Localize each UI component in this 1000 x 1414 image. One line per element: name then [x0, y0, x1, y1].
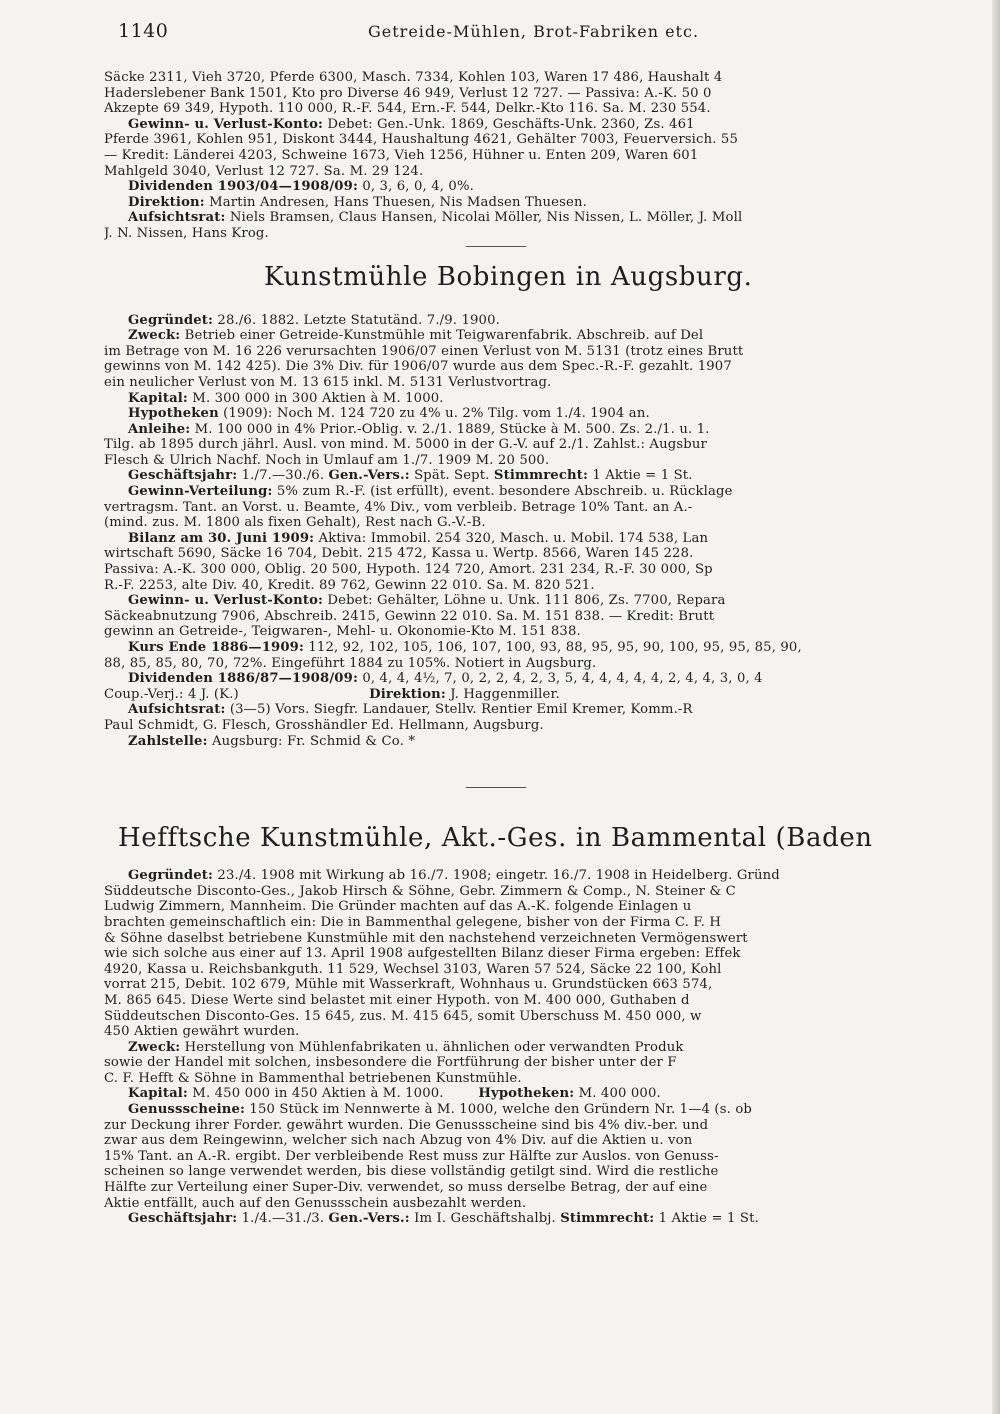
kurs: Kurs Ende 1886—1909: 112, 92, 102, 105, 106, 107, 100, 93, 88, 95, 95, 90, 100, 95, 95, 85, 90, — [128, 640, 802, 655]
field-label: Genussscheine: — [128, 1102, 246, 1118]
coup-direktion: Coup.-Verj.: 4 J. (K.) Direktion: J. Haggenmiller. — [104, 686, 560, 702]
anleihe: Anleihe: M. 100 000 in 4% Prior.-Oblig. v. 2./1. 1889, Stücke à M. 500. Zs. 2./1. u. 1. — [128, 421, 710, 437]
text-line: vertragsm. Tant. an Vorst. u. Beamte, 4% Div., vom verbleib. Betrage 10% Tant. an A.- — [104, 499, 693, 515]
text-line: zur Deckung ihrer Forder. gewährt wurden. Die Genussscheine sind bis 4% div.-ber. und — [104, 1117, 709, 1133]
field-label: Bilanz am 30. Juni 1909: — [128, 530, 315, 546]
text-line: ein neulicher Verlust von M. 13 615 inkl. M. 5131 Verlustvortrag. — [104, 374, 552, 390]
separator-rule — [466, 787, 526, 788]
geschaeftsjahr: Geschäftsjahr: 1./7.—30./6. Gen.-Vers.: Spät. Sept. Stimmrecht: 1 Aktie = 1 St. — [128, 468, 693, 484]
zweck: Zweck: Herstellung von Mühlenfabrikaten u. ähnlichen oder verwandten Produk — [128, 1039, 684, 1055]
text-line: gewinn an Getreide-, Teigwaren-, Mehl- u. Ökonomie-Kto M. 151 838. — [104, 624, 581, 640]
field-label: Zweck: — [128, 1039, 181, 1055]
text-line: Mahlgeld 3040, Verlust 12 727. Sa. M. 29 124. — [104, 163, 424, 179]
direktion: Direktion: Martin Andresen, Hans Thuesen, Nis Madsen Thuesen. — [128, 194, 587, 210]
text-line: Hälfte zur Verteilung einer Super-Div. verwendet, so muss derselbe Betrag, der auf eine — [104, 1180, 708, 1196]
page-number: 1140 — [118, 20, 169, 42]
text-line: Aktie entfällt, auch auf den Genussschein ausbezahlt werden. — [104, 1195, 527, 1211]
gv-konto: Gewinn- u. Verlust-Konto: Debet: Gen.-Unk. 1869, Geschäfts-Unk. 2360, Zs. 461 — [128, 116, 695, 132]
text-line: C. F. Hefft & Söhne in Bammenthal betriebenen Kunstmühle. — [104, 1070, 522, 1086]
field-label: Geschäftsjahr: — [128, 1211, 238, 1227]
gegruendet: Gegründet: 23./4. 1908 mit Wirkung ab 16./7. 1908; eingetr. 16./7. 1908 in Heidelberg. Gründ — [128, 868, 780, 884]
text-line: M. 865 645. Diese Werte sind belastet mit einer Hypoth. von M. 400 000, Guthaben d — [104, 992, 690, 1008]
field-label: Kapital: — [128, 390, 188, 406]
bilanz: Bilanz am 30. Juni 1909: Aktiva: Immobil. 254 320, Masch. u. Mobil. 174 538, Lan — [128, 530, 709, 546]
field-label: Direktion: — [128, 194, 205, 210]
page-header — [118, 20, 918, 48]
separator-rule — [466, 246, 526, 247]
field-label: Gegründet: — [128, 312, 214, 328]
geschaeftsjahr: Geschäftsjahr: 1./4.—31./3. Gen.-Vers.: Im I. Geschäftshalbj. Stimmrecht: 1 Aktie = 1 St. — [128, 1211, 759, 1227]
kapital: Kapital: M. 300 000 in 300 Aktien à M. 1000. — [128, 390, 444, 406]
company-title: Hefftsche Kunstmühle, Akt.-Ges. in Bammental (Baden — [118, 823, 873, 854]
field-label: Direktion: — [369, 686, 446, 702]
text-line: Pferde 3961, Kohlen 951, Diskont 3444, Haushaltung 4621, Gehälter 7003, Feuerversich. 55 — [104, 132, 738, 148]
text-line: R.-F. 2253, alte Div. 40, Kredit. 89 762, Gewinn 22 010. Sa. M. 820 521. — [104, 577, 595, 593]
field-label: Hypotheken — [128, 406, 219, 422]
aufsichtsrat: Aufsichtsrat: (3—5) Vors. Siegfr. Landauer, Stellv. Rentier Emil Kremer, Komm.-R — [128, 702, 693, 718]
text-line: Akzepte 69 349, Hypoth. 110 000, R.-F. 544, Ern.-F. 544, Delkr.-Kto 116. Sa. M. 230 554. — [104, 101, 711, 117]
dividenden: Dividenden 1886/87—1908/09: 0, 4, 4, 4½, 7, 0, 2, 2, 4, 2, 3, 5, 4, 4, 4, 4, 4, 2, 4, 4, 3, 0, 4 — [128, 671, 763, 687]
text-line: scheinen so lange verwendet werden, bis diese vollständig getilgt sind. Wird die restliche — [104, 1164, 719, 1180]
field-label: Stimmrecht: — [493, 468, 589, 484]
text-line: 4920, Kassa u. Reichsbankguth. 11 529, Wechsel 3103, Waren 57 524, Säcke 22 100, Kohl — [104, 961, 722, 977]
entry-hefftsche-kunstmuehle — [104, 868, 904, 1227]
field-label: Zweck: — [128, 328, 181, 344]
field-label: Gewinn- u. Verlust-Konto: — [128, 593, 324, 609]
text-column — [104, 70, 904, 1227]
gewinn-verteilung: Gewinn-Verteilung: 5% zum R.-F. (ist erfüllt), event. besondere Abschreib. u. Rücklage — [128, 484, 733, 500]
field-label: Anleihe: — [128, 421, 191, 437]
field-label: Dividenden 1903/04—1908/09: — [128, 179, 358, 195]
prev-entry — [104, 70, 904, 242]
field-label: Zahlstelle: — [128, 733, 208, 749]
field-label: Kapital: — [128, 1086, 188, 1102]
zahlstelle: Zahlstelle: Augsburg: Fr. Schmid & Co. * — [128, 733, 416, 749]
gegruendet: Gegründet: 28./6. 1882. Letzte Statutänd. 7./9. 1900. — [128, 312, 500, 328]
text-line: 88, 85, 85, 80, 70, 72%. Eingeführt 1884 zu 105%. Notiert in Augsburg. — [104, 655, 597, 671]
zweck: Zweck: Betrieb einer Getreide-Kunstmühle mit Teigwarenfabrik. Abschreib. auf Del — [128, 328, 704, 344]
field-label: Gen.-Vers.: — [328, 468, 410, 484]
text-line: gewinns von M. 142 425). Die 3% Div. für 1906/07 wurde aus dem Spec.-R.-F. gezahlt. 1907 — [104, 359, 732, 375]
field-label: Aufsichtsrat: — [128, 702, 226, 718]
text-line: Säcke 2311, Vieh 3720, Pferde 6300, Masch. 7334, Kohlen 103, Waren 17 486, Haushalt 4 — [104, 70, 723, 85]
hypotheken: Hypotheken (1909): Noch M. 124 720 zu 4% u. 2% Tilg. vom 1./4. 1904 an. — [128, 406, 650, 422]
field-label: Gegründet: — [128, 868, 214, 884]
entry-kunstmuehle-bobingen — [104, 313, 904, 750]
text-line: J. N. Nissen, Hans Krog. — [104, 225, 269, 241]
text-line: Flesch & Ulrich Nachf. Noch in Umlauf am 1./7. 1909 M. 20 500. — [104, 452, 550, 468]
text-line: sowie der Handel mit solchen, insbesondere die Fortführung der bisher unter der F — [104, 1055, 677, 1071]
field-label: Gewinn-Verteilung: — [128, 484, 273, 500]
field-label: Gen.-Vers.: — [328, 1211, 410, 1227]
text-line: & Söhne daselbst betriebene Kunstmühle mit den nachstehend verzeichneten Vermögenswert — [104, 930, 748, 946]
text-line: Tilg. ab 1895 durch jährl. Ausl. von mind. M. 5000 in der G.-V. auf 2./1. Zahlst.: Augsbur — [104, 437, 707, 453]
text-line: Säckeabnutzung 7906, Abschreib. 2415, Gewinn 22 010. Sa. M. 151 838. — Kredit: Brutt — [104, 608, 715, 624]
page-edge — [992, 0, 1000, 1414]
field-label: Aufsichtsrat: — [128, 210, 226, 226]
gv-konto: Gewinn- u. Verlust-Konto: Debet: Gehälter, Löhne u. Unk. 111 806, Zs. 7700, Repara — [128, 593, 726, 609]
company-title: Kunstmühle Bobingen in Augsburg. — [264, 261, 753, 292]
field-label: Stimmrecht: — [560, 1211, 655, 1227]
field-label: Dividenden 1886/87—1908/09: — [128, 671, 358, 687]
aufsichtsrat: Aufsichtsrat: Niels Bramsen, Claus Hansen, Nicolai Möller, Nis Nissen, L. Möller, J. Moll — [128, 210, 743, 226]
text-line: wirtschaft 5690, Säcke 16 704, Debit. 215 472, Kassa u. Wertp. 8566, Waren 145 228. — [104, 546, 694, 562]
field-label: Hypotheken: — [478, 1086, 575, 1102]
dividenden: Dividenden 1903/04—1908/09: 0, 3, 6, 0, 4, 0%. — [128, 179, 474, 195]
text-line: im Betrage von M. 16 226 verursachten 1906/07 einen Verlust von M. 5131 (trotz eines Brutt — [104, 343, 744, 359]
field-label: Geschäftsjahr: — [128, 468, 238, 484]
genussscheine: Genussscheine: 150 Stück im Nennwerte à M. 1000, welche den Gründern Nr. 1—4 (s. ob — [128, 1102, 752, 1118]
text-line: Süddeutsche Disconto-Ges., Jakob Hirsch & Söhne, Gebr. Zimmern & Comp., N. Steiner & C — [104, 883, 736, 899]
text-line: Süddeutschen Disconto-Ges. 15 645, zus. M. 415 645, somit Überschuss M. 450 000, w — [104, 1008, 702, 1024]
text-line: brachten gemeinschaftlich ein: Die in Bammenthal gelegene, bisher von der Firma C. F. H — [104, 914, 721, 930]
text-line: Ludwig Zimmern, Mannheim. Die Gründer machten auf das A.-K. folgende Einlagen u — [104, 899, 692, 915]
text-line: Passiva: A.-K. 300 000, Oblig. 20 500, Hypoth. 124 720, Amort. 231 234, R.-F. 30 000, Sp — [104, 562, 713, 578]
field-label: Kurs Ende 1886—1909: — [128, 640, 305, 655]
text-line: Haderslebener Bank 1501, Kto pro Diverse 46 949, Verlust 12 727. — Passiva: A.-K. 50 0 — [104, 85, 712, 101]
field-label: Gewinn- u. Verlust-Konto: — [128, 116, 324, 132]
text-line: Paul Schmidt, G. Flesch, Grosshändler Ed. Hellmann, Augsburg. — [104, 717, 544, 733]
text-line: — Kredit: Länderei 4203, Schweine 1673, Vieh 1256, Hühner u. Enten 209, Waren 601 — [104, 147, 699, 163]
kapital: Kapital: M. 450 000 in 450 Aktien à M. 1000. Hypotheken: M. 400 000. — [128, 1086, 661, 1102]
text-line: 15% Tant. an A.-R. ergibt. Der verbleibende Rest muss zur Hälfte zur Auslos. von Genuss- — [104, 1148, 719, 1164]
text-line: (mind. zus. M. 1800 als fixen Gehalt), Rest nach G.-V.-B. — [104, 515, 486, 531]
text-line: 450 Aktien gewährt wurden. — [104, 1024, 300, 1040]
text-line: zwar aus dem Reingewinn, welcher sich nach Abzug von 4% Div. auf die Aktien u. von — [104, 1133, 693, 1149]
running-title: Getreide-Mühlen, Brot-Fabriken etc. — [368, 22, 700, 41]
text-line: vorrat 215, Debit. 102 679, Mühle mit Wasserkraft, Wohnhaus u. Grundstücken 663 574, — [104, 977, 713, 993]
text-line: wie sich solche aus einer auf 13. April 1908 aufgestellten Bilanz dieser Firma ergeben: Effek — [104, 946, 741, 962]
